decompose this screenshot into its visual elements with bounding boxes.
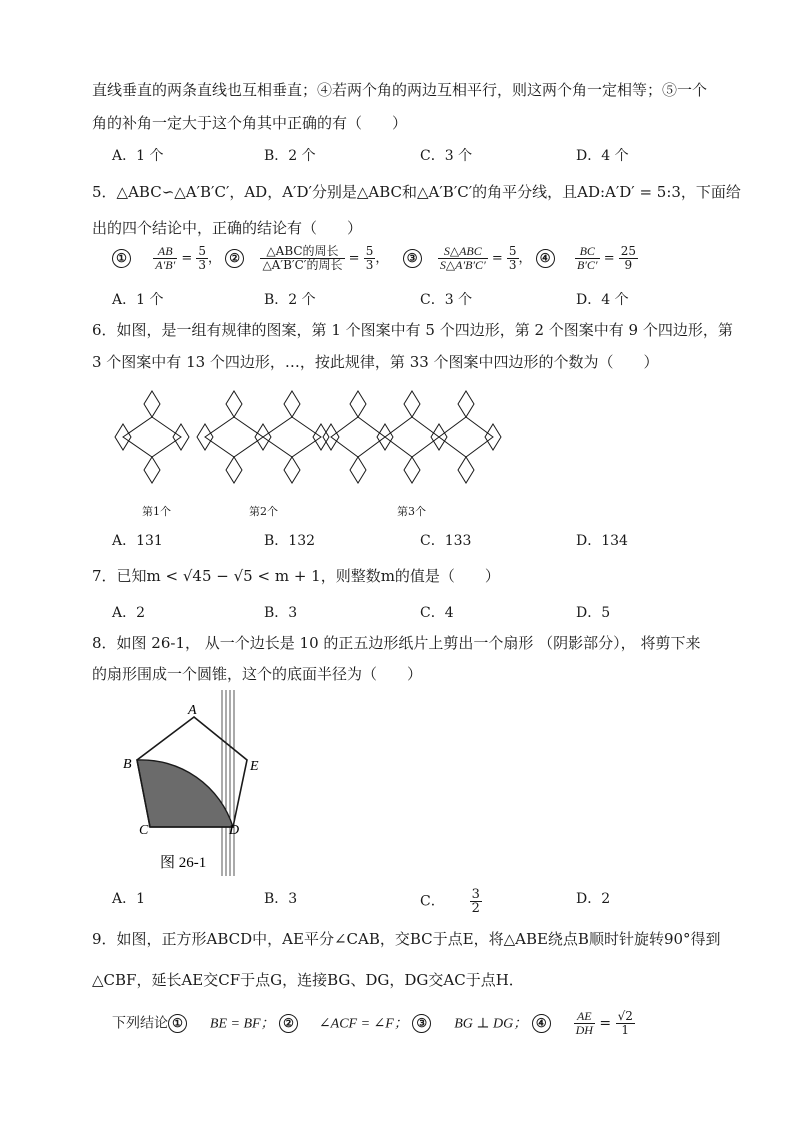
q6-text-line1: 6．如图，是一组有规律的图案，第 1 个图案中有 5 个四边形，第 2 个图案中有 9 个四边形，第 [92,321,733,339]
rhombus [226,391,242,417]
pattern-1 [115,391,189,483]
rhombus [284,457,300,483]
rhombus [404,391,420,417]
q4-option-b[interactable]: B．2 个 [264,148,316,164]
q7-text-line1: 7．已知m < √45 − √5 < m + 1，则整数m的值是（ ） [92,567,500,585]
q8-option-a[interactable]: A．1 [112,891,146,907]
pattern-3 [323,391,501,483]
label-e: E [250,759,259,774]
q4-text-line2: 角的补角一定大于这个角其中正确的有（ ） [92,114,408,132]
q5-c2-rhs: $\frac{5}{3}$ [365,244,374,272]
pattern-2 [197,391,329,483]
q5-c4-rhs: $\frac{25}{9}$ [620,244,637,272]
rhombus [144,391,160,417]
rhombus [226,457,242,483]
q8-option-c-fraction: $\frac{3}{2}$ [471,887,480,916]
q7-option-b[interactable]: B．3 [264,605,298,621]
q6-option-a[interactable]: A．131 [112,533,163,549]
q9-mark-3: ③ [412,1014,431,1033]
q8-option-d[interactable]: D．2 [576,891,611,907]
q4-option-a[interactable]: A．1 个 [112,148,164,164]
q9-conclusions: 下列结论 ① BE = BF； ② ∠ACF = ∠F； ③ BG ⊥ DG； ④ $\frac{AE}{DH}$ = $\frac{√2}{1}$ [112,1009,633,1037]
q5-option-c[interactable]: C．3 个 [420,292,473,308]
figure-caption: 图 26-1 [160,855,207,871]
q5-c3-lhs: $\frac{\text{S△ABC}}{S\triangle A'B'C'}$ [439,244,486,272]
rhombus [284,391,300,417]
q6-option-d[interactable]: D．134 [576,533,628,549]
q6-option-c[interactable]: C．133 [420,533,472,549]
q5-option-d[interactable]: D．4 个 [576,292,629,308]
q5-mark-1: ① [112,249,131,268]
q6-pattern-figure [100,380,520,520]
q9-c4-lhs: $\frac{AE}{DH}$ [575,1009,593,1037]
q9-mark-2: ② [279,1014,298,1033]
q5-text-line1: 5．△ABC∽△A′B′C′，AD，A′D′分别是△ABC和△A′B′C′的角平分线，且AD:A′D′ = 5:3，下面给 [92,183,741,201]
q9-c4-rhs: $\frac{√2}{1}$ [617,1009,633,1037]
label-a: A [188,703,197,718]
q7-option-a[interactable]: A．2 [112,605,146,621]
q8-text-line1: 8．如图 26-1， 从一个边长是 10 的正五边形纸片上剪出一个扇形 （阴影部分）， 将剪下来 [92,634,701,652]
q5-conclusions: ① $\frac{AB}{A'B'}$ = $\frac{5}{3}$ ， ② $\frac{\text{△ABC的周长}}{\text{△A′B′C′的周长}}$ = $\frac{5}{3}$ ， ③ $\frac{\text{S△ABC}}{S\triangle A'B'C'}$ = $\frac{5}{3}$ ， ④ $\frac{BC}{B'C'}$ = $\frac{25}{9}$ [112,245,638,272]
q8-pentagon-figure [110,690,280,876]
label-c: C [139,823,149,838]
rhombus [144,457,160,483]
rhombus [123,417,181,457]
q6-option-b[interactable]: B．132 [264,533,316,549]
q9-text-line2: △CBF，延长AE交CF于点G，连接BG、DG，DG交AC于点H． [92,971,524,989]
rhombus [263,417,321,457]
q5-mark-2: ② [225,249,244,268]
q5-c4-lhs: $\frac{BC}{B'C'}$ [576,244,598,272]
label-d: D [229,823,240,838]
q8-option-c[interactable]: C． $\frac{3}{2}$ [420,887,480,916]
q5-c1-lhs: $\frac{AB}{A'B'}$ [155,244,176,272]
rhombus [404,457,420,483]
q9-text-line1: 9．如图，正方形ABCD中，AE平分∠CAB，交BC于点E，将△ABE绕点B顺时针旋转90°得到 [92,930,721,948]
q5-mark-3: ③ [403,249,422,268]
q9-mark-4: ④ [532,1014,551,1033]
q8-option-b[interactable]: B．3 [264,891,298,907]
q5-option-b[interactable]: B．2 个 [264,292,316,308]
q5-c1-rhs: $\frac{5}{3}$ [198,244,207,272]
q5-text-line2: 出的四个结论中，正确的结论有（ ） [92,219,363,237]
rhombus [458,391,474,417]
rhombus [350,391,366,417]
q6-caption-3: 第3个 [397,505,426,518]
rhombus [350,457,366,483]
q4-option-d[interactable]: D．4 个 [576,148,629,164]
rhombus [205,417,263,457]
q7-option-c[interactable]: C．4 [420,605,454,621]
q8-text-line2: 的扇形围成一个圆锥，这个的底面半径为（ ） [92,665,423,683]
q5-c3-rhs: $\frac{5}{3}$ [508,244,517,272]
rhombus [458,457,474,483]
q4-option-c[interactable]: C．3 个 [420,148,473,164]
q7-option-d[interactable]: D．5 [576,605,611,621]
q6-caption-1: 第1个 [142,505,171,518]
q5-mark-4: ④ [536,249,555,268]
q5-option-a[interactable]: A．1 个 [112,292,164,308]
q4-text-line1: 直线垂直的两条直线也互相垂直；④若两个角的两边互相平行，则这两个角一定相等；⑤一个 [92,81,708,99]
q5-c2-lhs: $\frac{\text{△ABC的周长}}{\text{△A′B′C′的周长}}$ [262,244,343,272]
q6-text-line2: 3 个图案中有 13 个四边形，…，按此规律，第 33 个图案中四边形的个数为（ ） [92,353,659,371]
label-b: B [123,757,132,772]
q9-mark-1: ① [168,1014,187,1033]
q6-caption-2: 第2个 [249,505,278,518]
